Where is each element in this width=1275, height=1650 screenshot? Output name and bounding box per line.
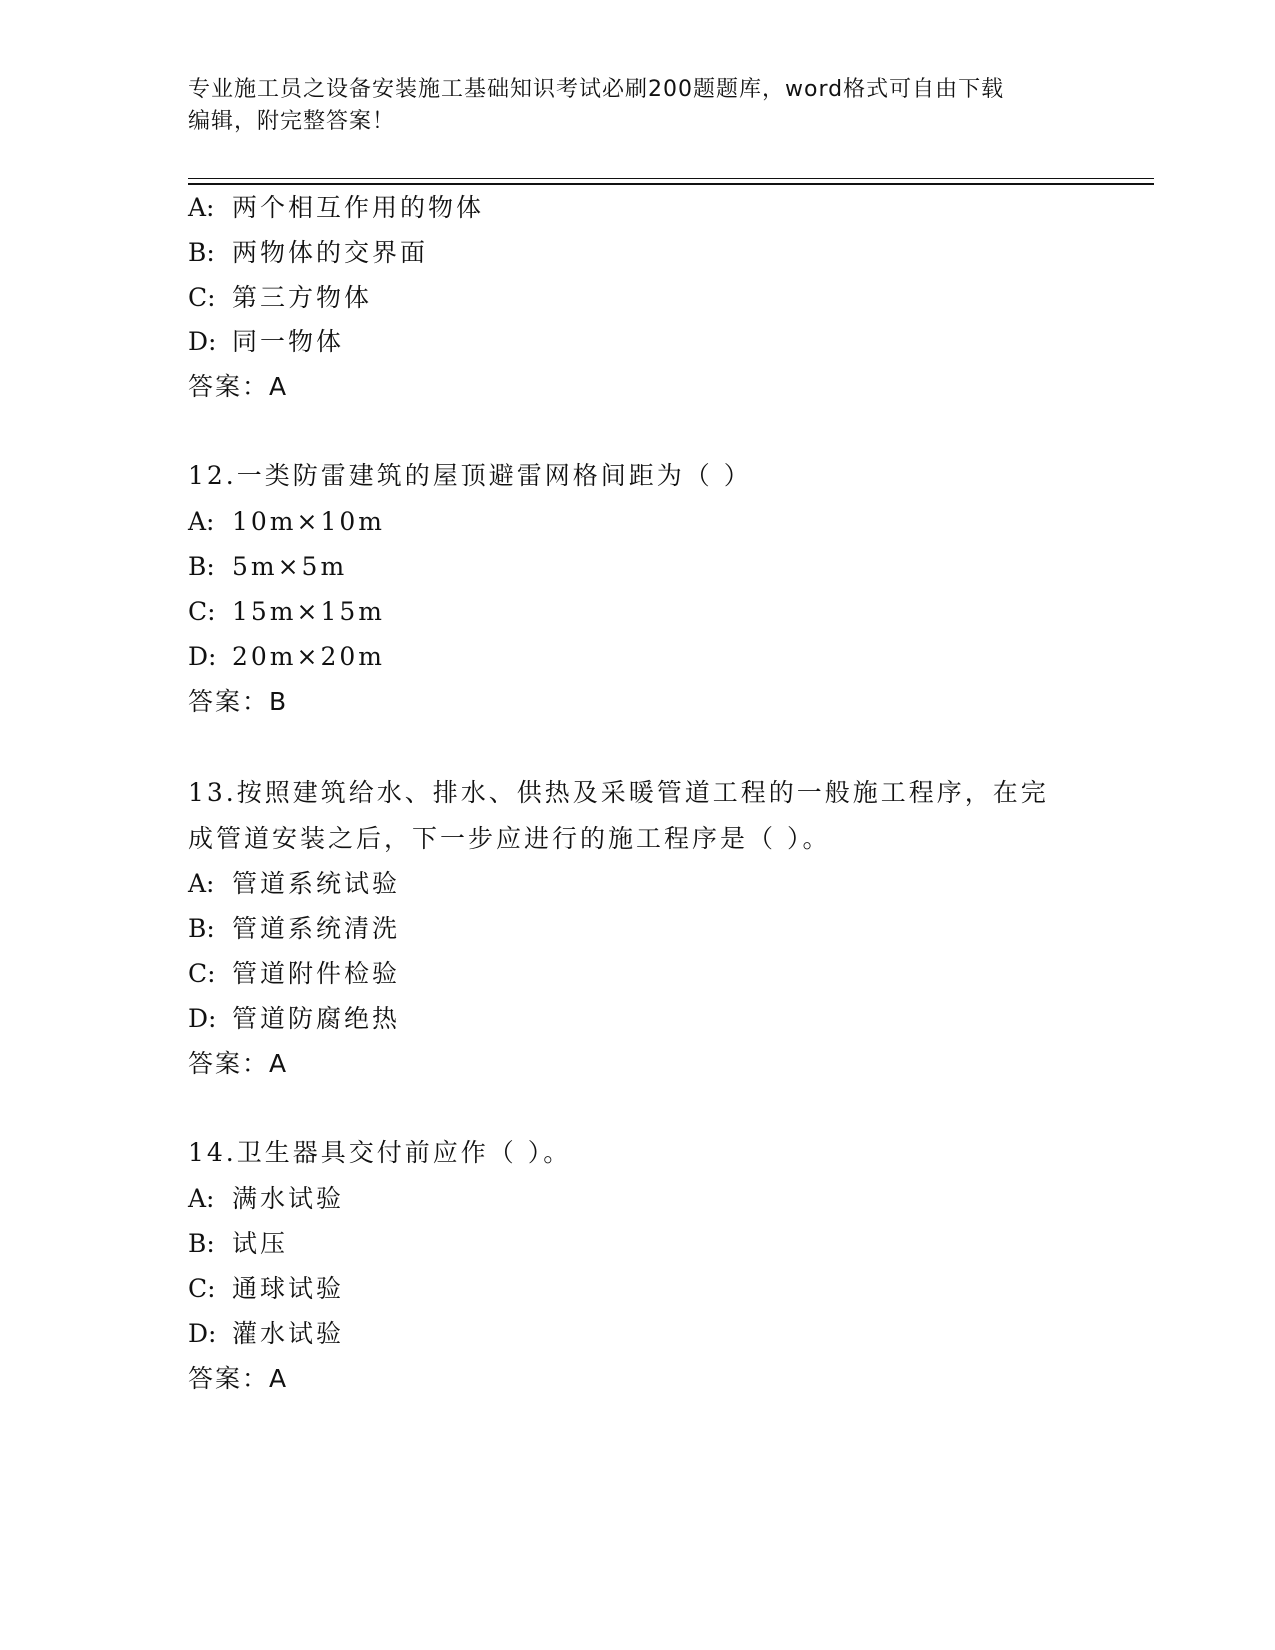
q13-question-line-1: 13.按照建筑给水、排水、供热及采暖管道工程的一般施工程序，在完	[188, 778, 1049, 807]
q12-answer: 答案：B	[188, 687, 289, 716]
q14-option-a: A: 满水试验	[188, 1184, 345, 1213]
q12-option-b: B: 5m×5m	[188, 552, 348, 581]
q13-answer: 答案：A	[188, 1049, 289, 1078]
header-title-line-2: 编辑，附完整答案！	[188, 109, 396, 134]
q11-option-a: A: 两个相互作用的物体	[188, 193, 485, 222]
q13-option-b: B: 管道系统清洗	[188, 914, 401, 943]
q14-option-c: C: 通球试验	[188, 1274, 345, 1303]
q11-option-c: C: 第三方物体	[188, 283, 373, 312]
q13-option-c: C: 管道附件检验	[188, 959, 401, 988]
q13-option-a: A: 管道系统试验	[188, 869, 401, 898]
q14-answer: 答案：A	[188, 1364, 289, 1393]
q13-question	[188, 770, 1088, 862]
q12-option-a: A: 10m×10m	[188, 507, 385, 536]
header-title-line-1: 专业施工员之设备安装施工基础知识考试必刷200题题库，word格式可自由下载	[188, 77, 1005, 102]
q14-option-b: B: 试压	[188, 1229, 289, 1258]
q13-option-d: D: 管道防腐绝热	[188, 1004, 401, 1033]
q11-option-b: B: 两物体的交界面	[188, 238, 429, 267]
q14-question: 14.卫生器具交付前应作（ ）。	[188, 1138, 572, 1167]
q14-option-d: D: 灌水试验	[188, 1319, 345, 1348]
q11-option-d: D: 同一物体	[188, 327, 345, 356]
q12-question: 12.一类防雷建筑的屋顶避雷网格间距为（ ）	[188, 461, 752, 490]
header-divider-thin	[188, 178, 1154, 179]
q12-option-d: D: 20m×20m	[188, 642, 385, 671]
document-header	[188, 74, 1068, 138]
q11-answer: 答案：A	[188, 372, 289, 401]
header-divider-thick	[188, 183, 1154, 185]
q12-option-c: C: 15m×15m	[188, 597, 385, 626]
q13-question-line-2: 成管道安装之后，下一步应进行的施工程序是（ ）。	[188, 824, 831, 853]
